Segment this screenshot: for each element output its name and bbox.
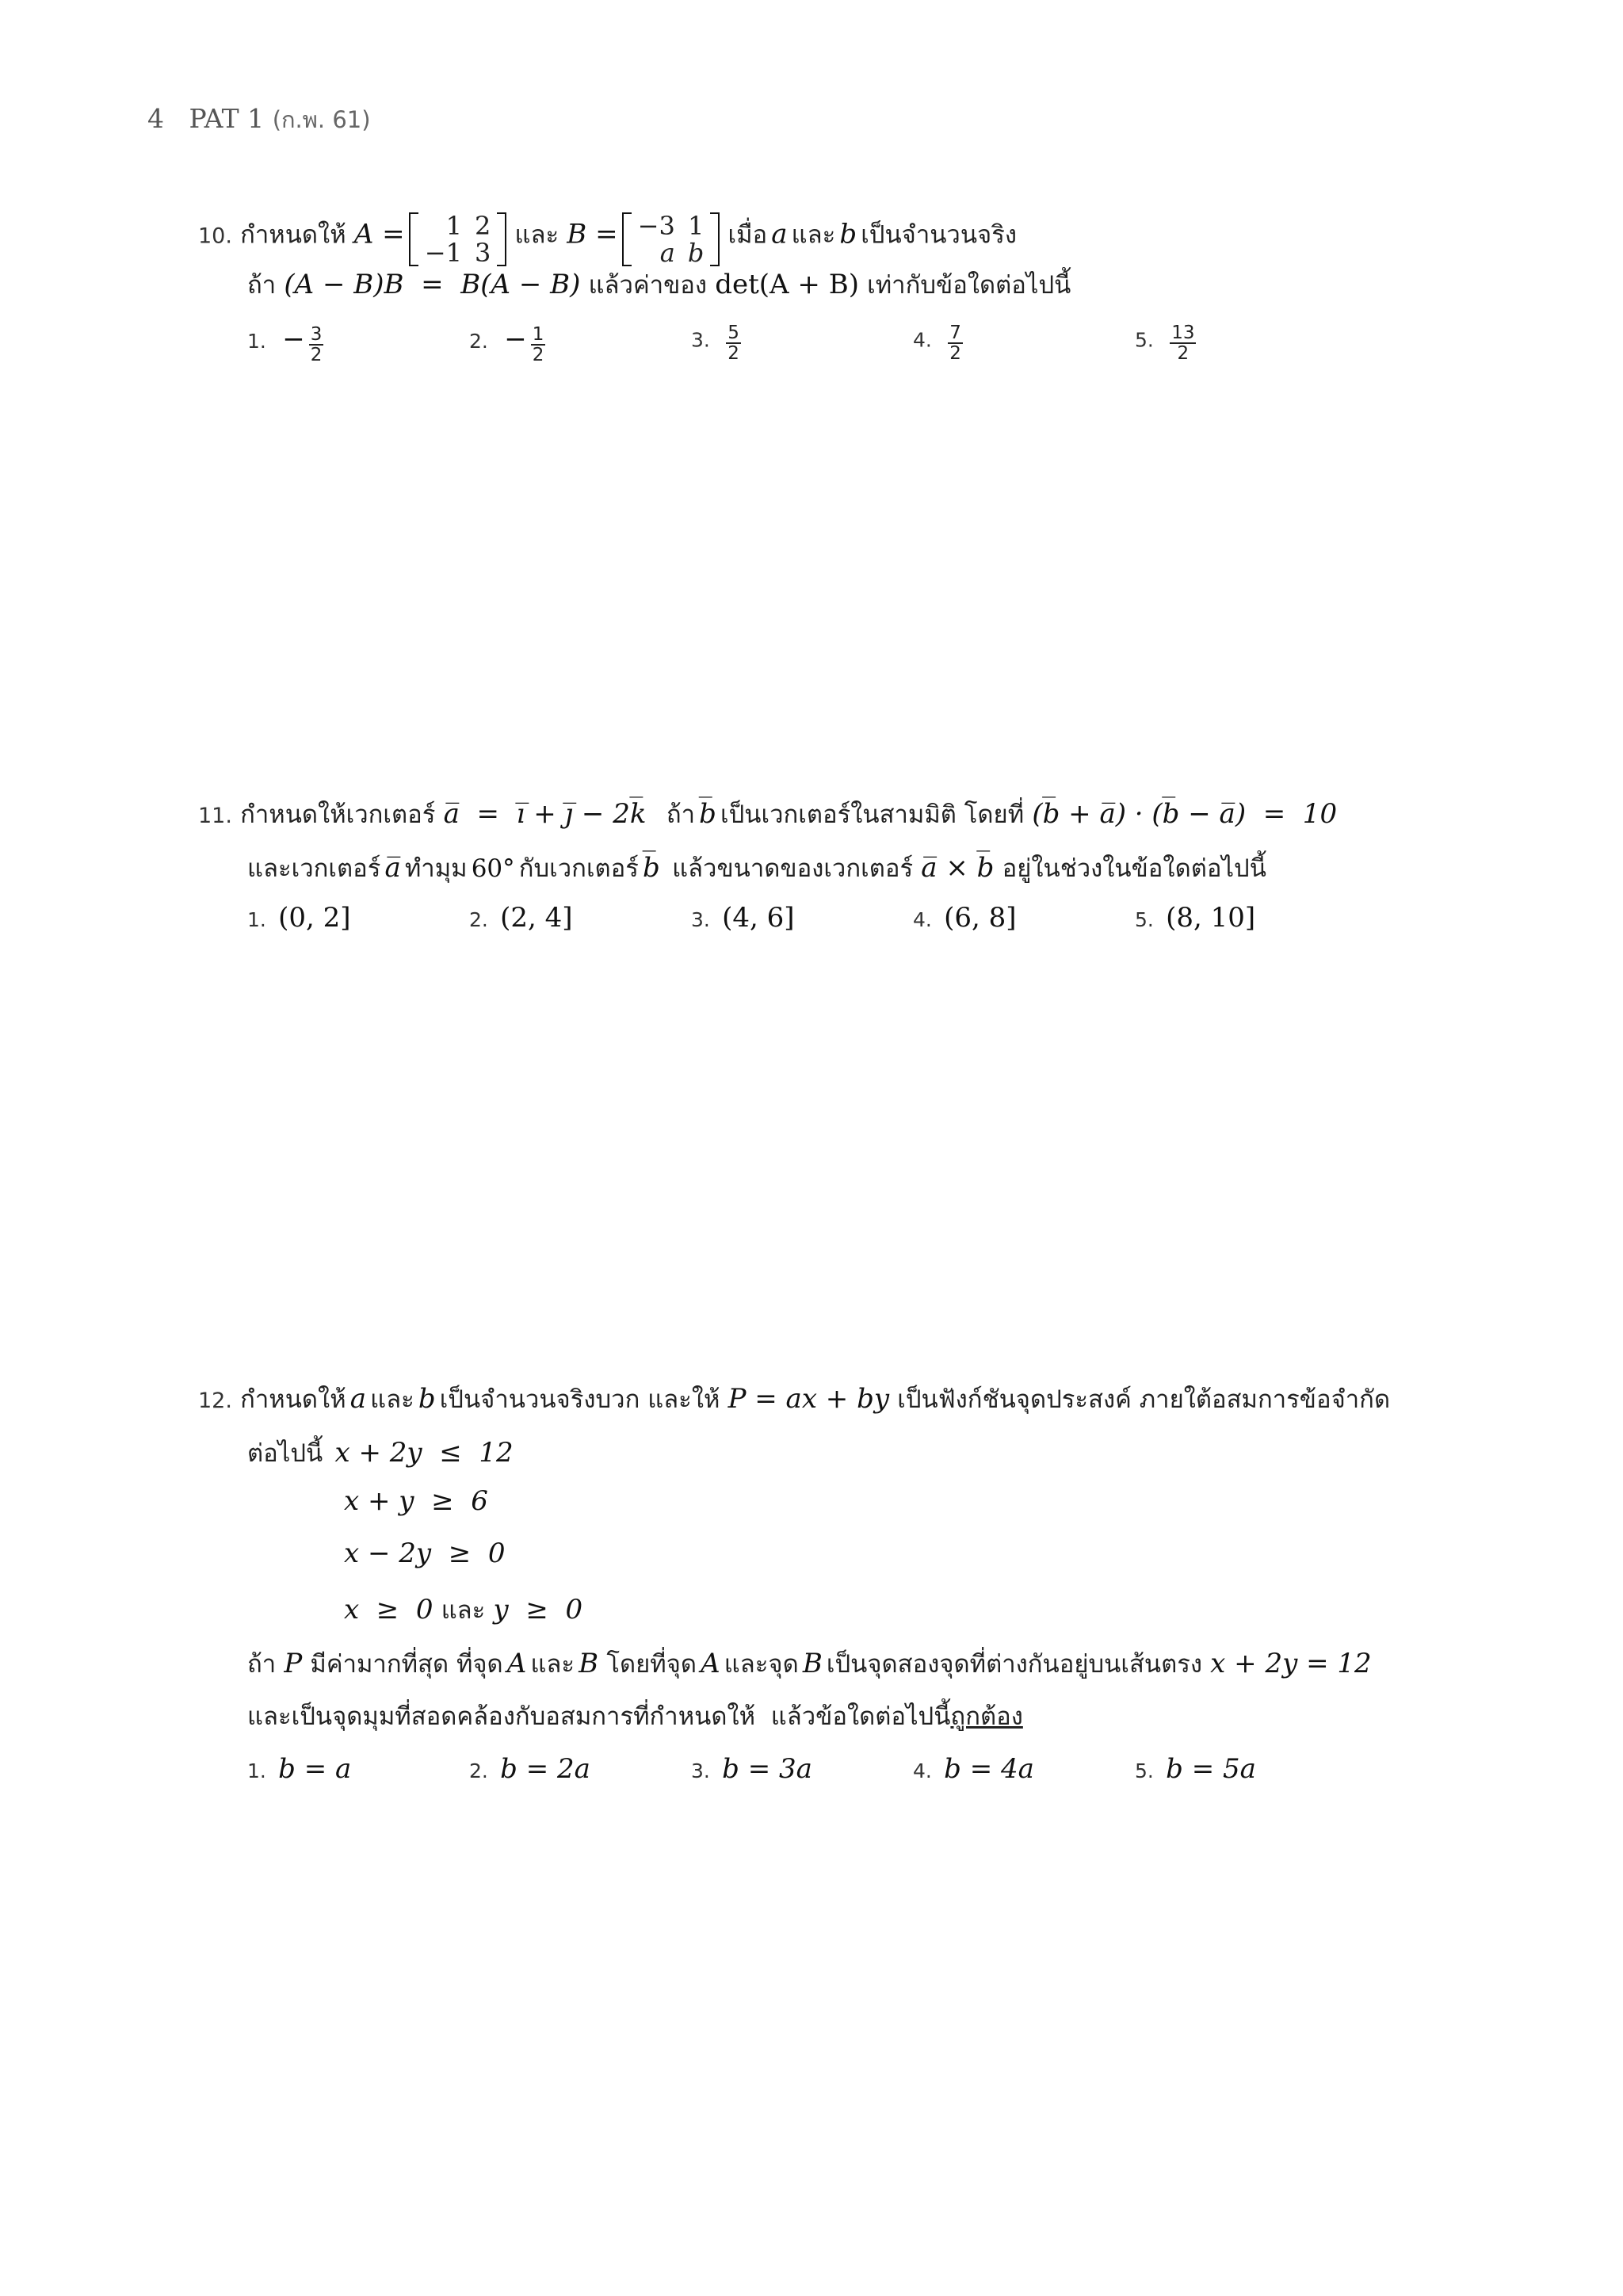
option-number: 5. bbox=[1135, 908, 1154, 931]
constraint-4-row bbox=[344, 1590, 582, 1629]
q12-options bbox=[247, 1753, 1277, 1793]
denominator: 2 bbox=[532, 344, 544, 365]
q11-b: b̅ bbox=[699, 798, 716, 830]
q12-point-b2: B bbox=[802, 1648, 823, 1679]
constraint-2-row bbox=[344, 1485, 488, 1517]
q10-option-2[interactable] bbox=[469, 323, 545, 365]
q12-a: a bbox=[349, 1383, 367, 1415]
q11-b2: b̅ bbox=[643, 852, 660, 884]
q11-tail: อยู่ในช่วงในข้อใดต่อไปนี้ bbox=[1002, 854, 1266, 883]
q10-line2 bbox=[247, 265, 1071, 304]
option-number: 3. bbox=[691, 328, 710, 352]
option-number: 5. bbox=[1135, 328, 1154, 352]
matrix-cell: −3 bbox=[637, 211, 675, 241]
constraint-3-row bbox=[344, 1538, 505, 1569]
option-number: 1. bbox=[247, 330, 266, 353]
option-number: 1. bbox=[247, 908, 266, 931]
q12-point-a: A bbox=[506, 1648, 527, 1679]
option-fraction bbox=[948, 323, 963, 363]
q10-if: ถ้า bbox=[247, 271, 277, 300]
q12-mid: เป็นจำนวนจริงบวก และให้ bbox=[439, 1385, 720, 1414]
constraint-3: x − 2y ≥ 0 bbox=[344, 1538, 506, 1569]
q12-and-ab: และ bbox=[530, 1650, 575, 1679]
option-number: 3. bbox=[691, 908, 710, 931]
q10-var-a: a bbox=[771, 218, 788, 250]
option-sign: − bbox=[282, 323, 305, 355]
q11-line1 bbox=[198, 794, 1337, 834]
option-number: 4. bbox=[913, 1759, 932, 1782]
option-text: b = 3a bbox=[722, 1753, 812, 1785]
q11-vector-a: a̅ = ı̅ + ȷ̅ − 2k̅ bbox=[443, 798, 647, 830]
exam-name: PAT 1 bbox=[189, 103, 265, 134]
denominator: 2 bbox=[727, 343, 739, 364]
q11-option-2[interactable] bbox=[469, 902, 573, 934]
q12-line2 bbox=[247, 1433, 514, 1473]
option-number: 2. bbox=[469, 1759, 488, 1782]
q12-lead: กำหนดให้ bbox=[240, 1385, 346, 1414]
q12-and: และ bbox=[370, 1385, 414, 1414]
q10-number: 10. bbox=[198, 223, 232, 249]
q12-if: ถ้า bbox=[247, 1650, 277, 1679]
option-number: 2. bbox=[469, 330, 488, 353]
numerator: 5 bbox=[727, 323, 739, 343]
constraint-4-right: y ≥ 0 bbox=[493, 1594, 583, 1626]
option-text: (4, 6] bbox=[722, 902, 795, 934]
option-fraction bbox=[309, 325, 324, 365]
denominator: 2 bbox=[1177, 343, 1190, 364]
option-number: 2. bbox=[469, 908, 488, 931]
matrix-b bbox=[622, 212, 720, 266]
q12-line1 bbox=[198, 1379, 1390, 1419]
q11-mid2: แล้วขนาดของเวกเตอร์ bbox=[672, 854, 914, 883]
matrix-cell: 1 bbox=[445, 211, 462, 241]
q12-and-point: และจุด bbox=[724, 1650, 799, 1679]
q12-objective: P = ax + by bbox=[727, 1383, 890, 1415]
q11-option-4[interactable] bbox=[913, 902, 1017, 934]
option-text: (8, 10] bbox=[1166, 902, 1256, 934]
q11-options bbox=[247, 902, 1277, 942]
q11-lead2: และเวกเตอร์ bbox=[247, 854, 381, 883]
q11-a: a̅ bbox=[384, 852, 401, 884]
q10-option-1[interactable] bbox=[247, 323, 323, 365]
q10-real: เป็นจำนวนจริง bbox=[861, 220, 1017, 250]
q12-correct: ถูกต้อง bbox=[950, 1702, 1023, 1731]
q10-then: แล้วค่าของ bbox=[588, 271, 708, 300]
option-fraction bbox=[1170, 323, 1196, 363]
option-sign: − bbox=[504, 323, 527, 355]
option-text: b = 5a bbox=[1166, 1753, 1256, 1785]
q12-point-a2: A bbox=[701, 1648, 720, 1679]
q12-line7-text: และเป็นจุดมุมที่สอดคล้องกับอสมการที่กำหนดให้ แล้วข้อใดต่อไปนี้ bbox=[247, 1702, 951, 1731]
q12-number: 12. bbox=[198, 1389, 232, 1413]
q10-and: และ bbox=[514, 220, 559, 250]
q10-option-3[interactable] bbox=[691, 323, 741, 363]
exam-date: (ก.พ. 61) bbox=[272, 106, 371, 133]
numerator: 13 bbox=[1171, 323, 1195, 343]
q10-var-b: b bbox=[839, 218, 857, 250]
option-fraction bbox=[726, 323, 741, 363]
q12-option-4[interactable] bbox=[913, 1753, 1034, 1785]
option-number: 1. bbox=[247, 1759, 266, 1782]
q11-option-3[interactable] bbox=[691, 902, 795, 934]
q11-option-1[interactable] bbox=[247, 902, 351, 934]
option-text: (6, 8] bbox=[944, 902, 1017, 934]
matrix-cell: 3 bbox=[474, 238, 491, 268]
option-number: 5. bbox=[1135, 1759, 1154, 1782]
q10-tail: เท่ากับข้อใดต่อไปนี้ bbox=[867, 271, 1071, 300]
q11-if: ถ้า bbox=[666, 800, 696, 829]
q11-angle-post: กับเวกเตอร์ bbox=[518, 854, 639, 883]
option-text: b = a bbox=[278, 1753, 352, 1785]
q10-options bbox=[247, 323, 1277, 371]
q12-following: ต่อไปนี้ bbox=[247, 1439, 323, 1468]
numerator: 1 bbox=[532, 323, 544, 345]
option-number: 3. bbox=[691, 1759, 710, 1782]
q11-number: 11. bbox=[198, 804, 232, 828]
option-number: 4. bbox=[913, 328, 932, 352]
q11-line2 bbox=[247, 848, 1266, 888]
option-text: (0, 2] bbox=[278, 902, 351, 934]
matrix-cell: b bbox=[687, 238, 705, 268]
numerator: 7 bbox=[949, 323, 961, 343]
matrix-cell: −1 bbox=[424, 238, 462, 268]
option-number: 4. bbox=[913, 908, 932, 931]
q10-and2: และ bbox=[791, 220, 836, 250]
q12-p: P bbox=[284, 1648, 303, 1679]
q12-line6 bbox=[247, 1644, 1372, 1683]
matrix-cell: 2 bbox=[474, 211, 491, 241]
page-number: 4 bbox=[147, 103, 164, 134]
q12-b: b bbox=[418, 1383, 436, 1415]
option-text: b = 2a bbox=[500, 1753, 590, 1785]
constraint-4-and: และ bbox=[441, 1596, 486, 1625]
option-text: (2, 4] bbox=[500, 902, 573, 934]
q12-line-eq: x + 2y = 12 bbox=[1210, 1648, 1372, 1679]
denominator: 2 bbox=[310, 344, 323, 365]
numerator: 3 bbox=[310, 323, 323, 345]
matrix-cell: 1 bbox=[687, 211, 705, 241]
q10-option-4[interactable] bbox=[913, 323, 963, 363]
q12-tail: เป็นฟังก์ชันจุดประสงค์ ภายใต้อสมการข้อจำกัด bbox=[897, 1385, 1391, 1414]
q10-line1 bbox=[198, 212, 1017, 266]
q11-lead: กำหนดให้เวกเตอร์ bbox=[240, 800, 436, 829]
q11-mid: เป็นเวกเตอร์ในสามมิติ โดยที่ bbox=[720, 800, 1025, 829]
q12-line7 bbox=[247, 1696, 1023, 1736]
q12-point-b: B bbox=[579, 1648, 599, 1679]
q10-equation: (A − B)B = B(A − B) bbox=[284, 269, 581, 300]
q12-option-2[interactable] bbox=[469, 1753, 590, 1785]
option-text: b = 4a bbox=[944, 1753, 1034, 1785]
q12-option-3[interactable] bbox=[691, 1753, 812, 1785]
constraint-4-left: x ≥ 0 bbox=[344, 1594, 433, 1626]
q11-angle-pre: ทำมุม bbox=[404, 854, 468, 883]
q12-where: โดยที่จุด bbox=[606, 1650, 697, 1679]
denominator: 2 bbox=[949, 343, 961, 364]
q10-lead: กำหนดให้ bbox=[240, 220, 346, 250]
q11-angle: 60° bbox=[471, 854, 515, 883]
q10-when: เมื่อ bbox=[727, 220, 768, 250]
q11-cross: a̅ × b̅ bbox=[921, 852, 995, 884]
q10-det: det(A + B) bbox=[715, 269, 859, 300]
option-fraction bbox=[531, 325, 546, 365]
q10-b-label: B = bbox=[567, 218, 618, 250]
matrix-a bbox=[409, 212, 507, 266]
q10-option-5[interactable] bbox=[1135, 323, 1196, 363]
matrix-cell: a bbox=[659, 238, 675, 268]
q12-option-1[interactable] bbox=[247, 1753, 351, 1785]
constraint-2: x + y ≥ 6 bbox=[344, 1485, 488, 1517]
q12-max: มีค่ามากที่สุด ที่จุด bbox=[310, 1650, 503, 1679]
q12-option-5[interactable] bbox=[1135, 1753, 1256, 1785]
q11-equation: (b̅ + a̅) · (b̅ − a̅) = 10 bbox=[1032, 798, 1338, 830]
q11-option-5[interactable] bbox=[1135, 902, 1255, 934]
page-header bbox=[147, 101, 371, 138]
q10-a-label: A = bbox=[353, 218, 405, 250]
q12-tail6: เป็นจุดสองจุดที่ต่างกันอยู่บนเส้นตรง bbox=[826, 1650, 1202, 1679]
constraint-1: x + 2y ≤ 12 bbox=[334, 1437, 514, 1469]
